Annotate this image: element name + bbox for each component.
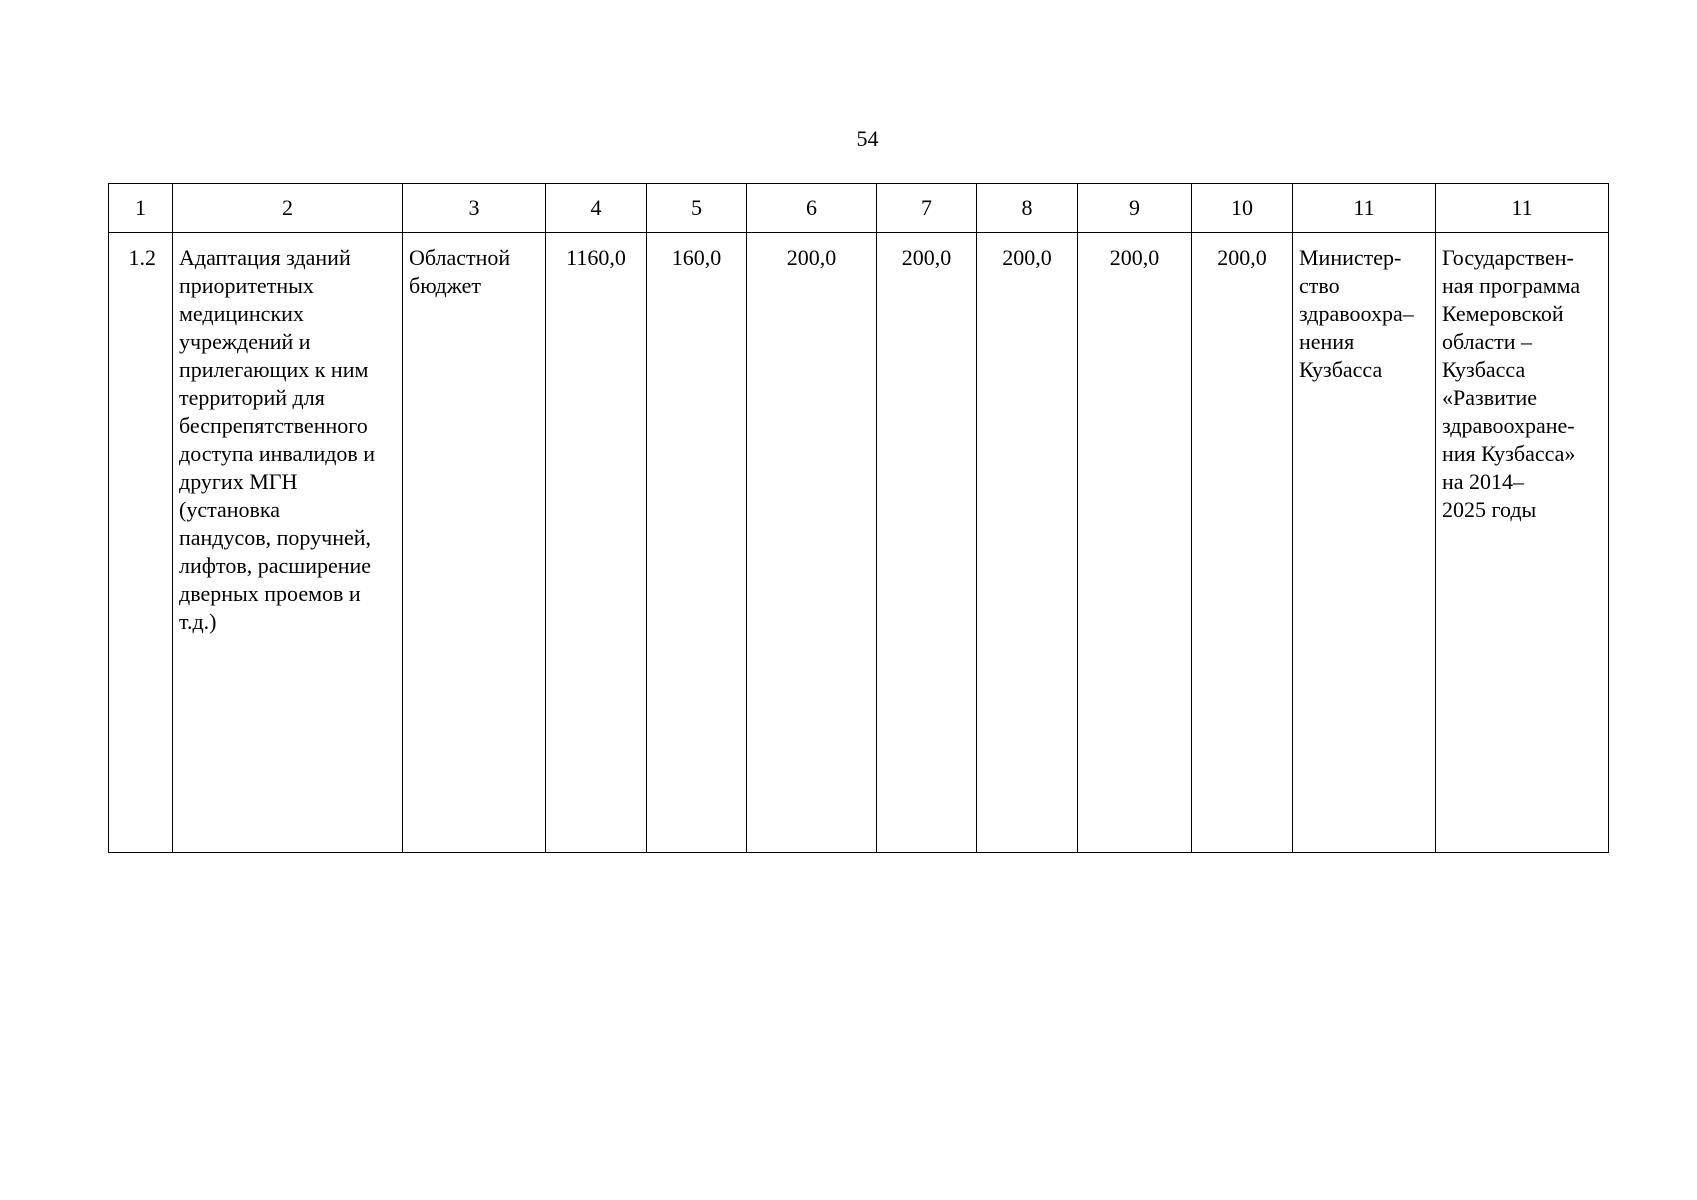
value-cell: 200,0 xyxy=(877,233,977,853)
table-header-row xyxy=(109,184,1609,233)
value-cell: 200,0 xyxy=(1192,233,1293,853)
value-cell: 200,0 xyxy=(1078,233,1192,853)
header-cell: 11 xyxy=(1293,184,1436,233)
executor-cell: Министер- ство здравоохра– нения Кузбасса xyxy=(1293,233,1436,853)
header-cell: 2 xyxy=(173,184,403,233)
header-cell: 1 xyxy=(109,184,173,233)
header-cell: 7 xyxy=(877,184,977,233)
program-table xyxy=(108,183,1609,853)
table-row xyxy=(109,233,1609,853)
funding-source-cell: Областной бюджет xyxy=(403,233,546,853)
program-cell: Государствен- ная программа Кемеровской области – Кузбасса «Развитие здравоохране- ния Кузбасса» на 2014– 2025 годы xyxy=(1436,233,1609,853)
value-cell: 200,0 xyxy=(747,233,877,853)
measure-cell: Адаптация зданий приоритетных медицинских учреждений и прилегающих к ним территорий для беспрепятственного доступа инвалидов и других МГН (установка пандусов, поручней, лифтов, расширение дверных проемов и т.д.) xyxy=(173,233,403,853)
value-cell: 200,0 xyxy=(977,233,1078,853)
header-cell: 8 xyxy=(977,184,1078,233)
header-cell: 4 xyxy=(546,184,647,233)
header-cell: 3 xyxy=(403,184,546,233)
page-number: 54 xyxy=(856,126,879,151)
header-cell: 6 xyxy=(747,184,877,233)
row-number-cell: 1.2 xyxy=(109,233,173,853)
value-cell: 160,0 xyxy=(647,233,747,853)
header-cell: 11 xyxy=(1436,184,1609,233)
header-cell: 5 xyxy=(647,184,747,233)
header-cell: 9 xyxy=(1078,184,1192,233)
header-cell: 10 xyxy=(1192,184,1293,233)
total-cell: 1160,0 xyxy=(546,233,647,853)
